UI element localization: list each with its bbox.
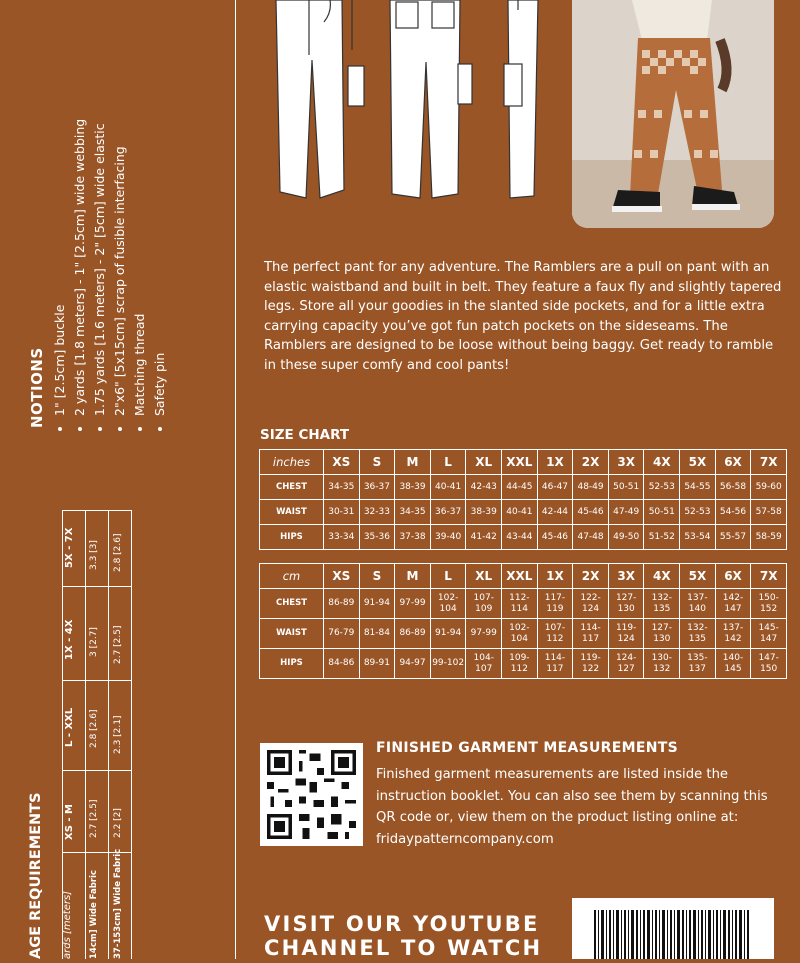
- notion-item: • 1.75 yards [1.6 meters] - 2" [5cm] wide elastic: [90, 8, 110, 416]
- finished-measurements-body: Finished garment measurements are listed inside the instruction booklet. You can also see them by scanning this QR code or, view them on the product listing online at: fridaypatterncompany.com: [376, 767, 768, 847]
- size-header: 5X: [680, 564, 716, 589]
- youtube-line-1: VISIT OUR YOUTUBE: [264, 912, 540, 936]
- size-header-row: [260, 564, 787, 589]
- table-cell: 132-135: [680, 619, 716, 649]
- notion-item: • Safety pin: [150, 8, 170, 416]
- yardage-cell: 2.3 [2.1]: [113, 715, 123, 754]
- table-cell: 43-44: [502, 525, 538, 550]
- notion-item: • 2 yards [1.8 meters] - 1" [2.5cm] wide webbing: [70, 8, 90, 416]
- size-header: XXL: [502, 564, 538, 589]
- table-cell: 44-45: [502, 475, 538, 500]
- unit-label: inches: [260, 450, 324, 475]
- size-header: 7X: [751, 564, 787, 589]
- size-header: XL: [466, 564, 502, 589]
- table-cell: 140-145: [715, 649, 751, 679]
- table-cell: 52-53: [680, 500, 716, 525]
- table-cell: 35-36: [359, 525, 395, 550]
- table-cell: 54-56: [715, 500, 751, 525]
- table-cell: 97-99: [395, 589, 431, 619]
- size-header: 6X: [715, 564, 751, 589]
- table-cell: 56-58: [715, 475, 751, 500]
- notions-title: NOTIONS: [28, 347, 46, 428]
- table-cell: 47-48: [573, 525, 609, 550]
- table-cell: 102-104: [430, 589, 466, 619]
- table-cell: 137-142: [715, 619, 751, 649]
- table-cell: 49-50: [608, 525, 644, 550]
- table-cell: 97-99: [466, 619, 502, 649]
- table-cell: 91-94: [359, 589, 395, 619]
- size-header: 7X: [751, 450, 787, 475]
- size-header: XS: [324, 450, 360, 475]
- row-label: WAIST: [260, 619, 324, 649]
- table-cell: 127-130: [644, 619, 680, 649]
- table-cell: 38-39: [395, 475, 431, 500]
- table-cell: 57-58: [751, 500, 787, 525]
- table-cell: 42-44: [537, 500, 573, 525]
- table-cell: 91-94: [430, 619, 466, 649]
- table-cell: 33-34: [324, 525, 360, 550]
- yardage-cell: 2.7 [2.5]: [113, 625, 123, 664]
- table-cell: 132-135: [644, 589, 680, 619]
- row-label: WAIST: [260, 500, 324, 525]
- size-header: XXL: [502, 450, 538, 475]
- table-cell: 58-59: [751, 525, 787, 550]
- table-cell: 127-130: [608, 589, 644, 619]
- table-cell: 137-140: [680, 589, 716, 619]
- yardage-size-header: L - XXL: [64, 707, 75, 747]
- table-cell: 53-54: [680, 525, 716, 550]
- table-cell: 36-37: [430, 500, 466, 525]
- table-row: [260, 619, 787, 649]
- table-row: [260, 525, 787, 550]
- size-header: 1X: [537, 450, 573, 475]
- table-cell: 51-52: [644, 525, 680, 550]
- size-chart-inches-table: [259, 449, 787, 550]
- size-header: 6X: [715, 450, 751, 475]
- yardage-cell: 2.2 [2]: [113, 808, 123, 838]
- table-cell: 147-150: [751, 649, 787, 679]
- size-chart-title: SIZE CHART: [260, 427, 350, 443]
- table-cell: 41-42: [466, 525, 502, 550]
- size-header: S: [359, 450, 395, 475]
- table-cell: 94-97: [395, 649, 431, 679]
- table-cell: 34-35: [395, 500, 431, 525]
- table-cell: 119-124: [608, 619, 644, 649]
- table-cell: 55-57: [715, 525, 751, 550]
- yardage-size-header: 1X - 4X: [64, 619, 75, 660]
- table-cell: 50-51: [644, 500, 680, 525]
- table-cell: 59-60: [751, 475, 787, 500]
- yardage-cell: 3 [2.7]: [89, 627, 99, 657]
- table-cell: 40-41: [502, 500, 538, 525]
- model-photo: [572, 0, 774, 228]
- table-cell: 107-112: [537, 619, 573, 649]
- table-cell: 130-132: [644, 649, 680, 679]
- notions-section: [28, 8, 170, 428]
- yardage-row-label: 37-153cm] Wide Fabric: [113, 848, 123, 959]
- row-label: CHEST: [260, 475, 324, 500]
- table-cell: 32-33: [359, 500, 395, 525]
- table-cell: 99-102: [430, 649, 466, 679]
- table-cell: 48-49: [573, 475, 609, 500]
- size-header: 5X: [680, 450, 716, 475]
- yardage-row-label: 14cm] Wide Fabric: [89, 870, 99, 959]
- yardage-size-header: XS - M: [64, 804, 75, 840]
- row-label: HIPS: [260, 525, 324, 550]
- table-cell: 102-104: [502, 619, 538, 649]
- size-header: L: [430, 564, 466, 589]
- yardage-cell: 2.8 [2.6]: [113, 533, 123, 572]
- table-cell: 86-89: [395, 619, 431, 649]
- notion-item: • 1" [2.5cm] buckle: [50, 8, 70, 416]
- table-row: [260, 475, 787, 500]
- table-cell: 54-55: [680, 475, 716, 500]
- table-cell: 112-114: [502, 589, 538, 619]
- size-header: 4X: [644, 450, 680, 475]
- yardage-size-header: 5X - 7X: [64, 527, 75, 568]
- table-cell: 89-91: [359, 649, 395, 679]
- table-cell: 117-119: [537, 589, 573, 619]
- size-header: M: [395, 564, 431, 589]
- notion-item: • 2"x6" [5x15cm] scrap of fusible interfacing: [110, 8, 130, 416]
- product-description: The perfect pant for any adventure. The Ramblers are a pull on pant with an elastic waistband and built in belt. They feature a faux fly and slightly tapered legs. Store all your goodies in the slanted side pockets, and for a little extra carrying capacity you’ve got fun patch pockets on the sideseams. The Ramblers are designed to be loose without being baggy. Get ready to ramble in these super comfy and cool pants!: [264, 260, 782, 373]
- notion-item: • Matching thread: [130, 8, 150, 416]
- size-header: 2X: [573, 564, 609, 589]
- table-cell: 104-107: [466, 649, 502, 679]
- table-cell: 37-38: [395, 525, 431, 550]
- size-header: XL: [466, 450, 502, 475]
- size-header-row: [260, 450, 787, 475]
- yardage-cell: 2.7 [2.5]: [89, 799, 99, 838]
- size-header: M: [395, 450, 431, 475]
- table-cell: 81-84: [359, 619, 395, 649]
- table-cell: 39-40: [430, 525, 466, 550]
- table-cell: 45-46: [537, 525, 573, 550]
- table-cell: 86-89: [324, 589, 360, 619]
- size-header: L: [430, 450, 466, 475]
- table-cell: 38-39: [466, 500, 502, 525]
- table-cell: 142-147: [715, 589, 751, 619]
- table-cell: 109-112: [502, 649, 538, 679]
- table-cell: 45-46: [573, 500, 609, 525]
- size-header: 3X: [608, 450, 644, 475]
- table-row: [260, 500, 787, 525]
- table-cell: 122-124: [573, 589, 609, 619]
- youtube-callout: [264, 912, 542, 960]
- table-cell: 119-122: [573, 649, 609, 679]
- table-cell: 52-53: [644, 475, 680, 500]
- size-header: 1X: [537, 564, 573, 589]
- size-header: 2X: [573, 450, 609, 475]
- table-cell: 40-41: [430, 475, 466, 500]
- notions-list: [50, 8, 170, 428]
- yardage-title: AGE REQUIREMENTS: [28, 792, 44, 959]
- table-cell: 47-49: [608, 500, 644, 525]
- unit-label: cm: [260, 564, 324, 589]
- size-header: 3X: [608, 564, 644, 589]
- size-header: 4X: [644, 564, 680, 589]
- table-cell: 50-51: [608, 475, 644, 500]
- table-row: [260, 589, 787, 619]
- table-cell: 114-117: [573, 619, 609, 649]
- qr-code[interactable]: [260, 743, 363, 846]
- barcode: [572, 898, 774, 959]
- table-cell: 150-152: [751, 589, 787, 619]
- table-cell: 46-47: [537, 475, 573, 500]
- yardage-cell: 2.8 [2.6]: [89, 709, 99, 748]
- size-header: S: [359, 564, 395, 589]
- table-cell: 124-127: [608, 649, 644, 679]
- size-chart-cm-table: [259, 563, 787, 679]
- table-cell: 76-79: [324, 619, 360, 649]
- row-label: CHEST: [260, 589, 324, 619]
- left-panel: [0, 0, 236, 959]
- table-cell: 42-43: [466, 475, 502, 500]
- table-cell: 30-31: [324, 500, 360, 525]
- table-cell: 135-137: [680, 649, 716, 679]
- table-cell: 36-37: [359, 475, 395, 500]
- size-header: XS: [324, 564, 360, 589]
- table-cell: 114-117: [537, 649, 573, 679]
- row-label: HIPS: [260, 649, 324, 679]
- table-cell: 34-35: [324, 475, 360, 500]
- youtube-line-2: CHANNEL TO WATCH: [264, 936, 543, 960]
- yardage-cell: 3.3 [3]: [89, 540, 99, 570]
- pants-technical-drawing: [272, 0, 562, 210]
- table-cell: 107-109: [466, 589, 502, 619]
- finished-measurements-title: FINISHED GARMENT MEASUREMENTS: [376, 740, 678, 756]
- yardage-unit-note: ards [meters]: [62, 890, 73, 959]
- table-cell: 145-147: [751, 619, 787, 649]
- table-cell: 84-86: [324, 649, 360, 679]
- table-row: [260, 649, 787, 679]
